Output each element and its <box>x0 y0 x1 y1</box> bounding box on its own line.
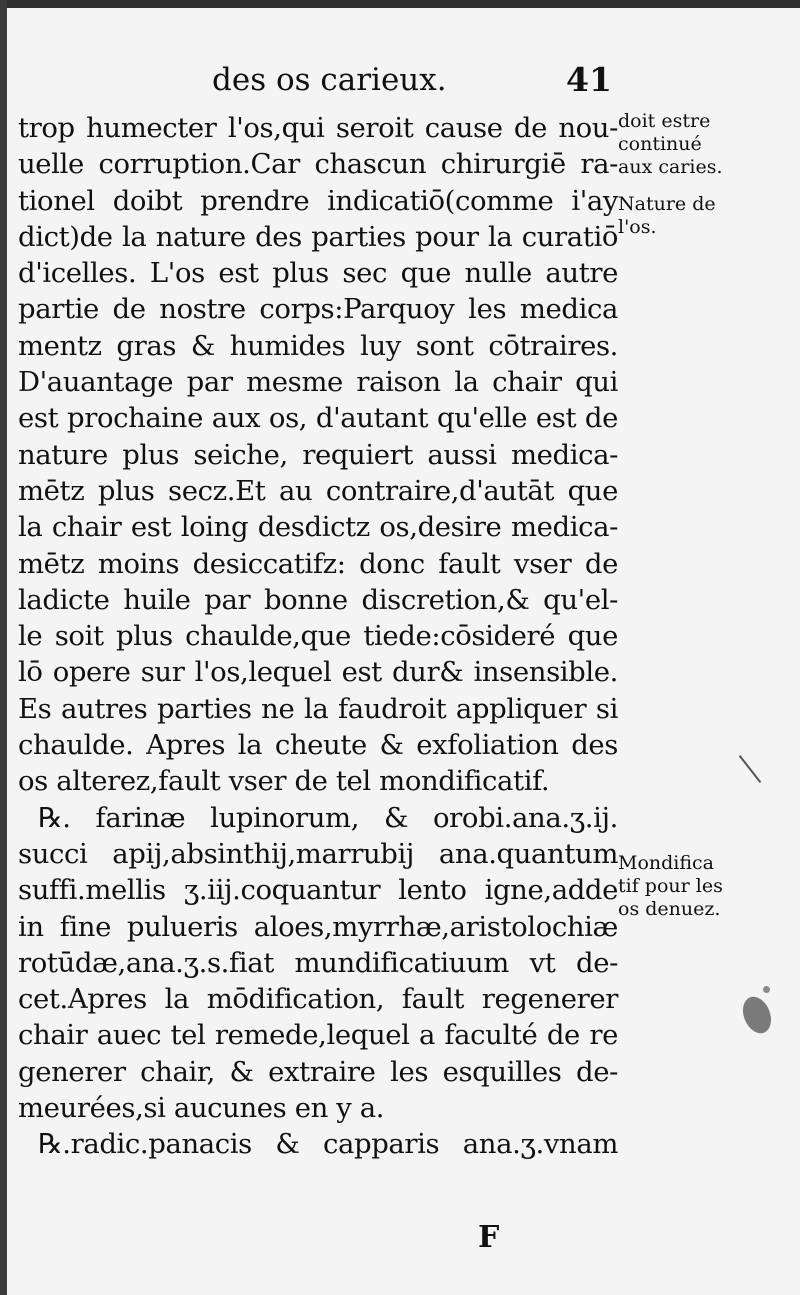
body-text <box>18 110 618 1163</box>
ink-stroke <box>739 755 762 783</box>
margin-note-line: l'os. <box>618 216 657 238</box>
text-line: lō opere sur l'os,lequel est dur& insensible. <box>18 656 618 689</box>
margin-note-line: Mondifica <box>618 852 715 874</box>
text-line: est prochaine aux os, d'autant qu'elle est de <box>18 402 618 435</box>
text-line: chair auec tel remede,lequel a faculté de re <box>18 1019 618 1052</box>
text-line: os alterez,fault vser de tel mondificatif. <box>18 765 550 798</box>
text-line: trop humecter l'os,qui seroit cause de nou- <box>18 112 618 144</box>
page-top-edge <box>0 0 800 8</box>
margin-note-line: continué <box>618 133 702 155</box>
text-line: mētz moins desiccatifz: donc fault vser de <box>18 547 618 580</box>
text-line: D'auantage par mesme raison la chair qui <box>18 366 618 399</box>
margin-note-line: tif pour les <box>618 875 723 897</box>
text-line: chaulde. Apres la cheute & exfoliation des <box>18 729 618 762</box>
margin-note-line: Nature de <box>618 193 716 215</box>
recipe-line: in fine pulueris aloes,myrrhæ,aristolochiæ <box>18 910 618 943</box>
text-line: partie de nostre corps:Parquoy les medica <box>18 293 618 326</box>
margin-note-line: doit estre <box>618 110 711 132</box>
page-number: 41 <box>566 60 612 99</box>
text-line: Es autres parties ne la faudroit appliquer si <box>18 692 618 725</box>
margin-note-line: os denuez. <box>618 898 721 920</box>
running-head <box>0 60 800 110</box>
recipe-line: ℞.radic.panacis & capparis ana.ʒ.vnam <box>38 1128 618 1161</box>
signature-mark: F <box>478 1220 500 1255</box>
text-line: cet.Apres la mōdification, fault regenerer <box>18 983 618 1016</box>
text-line: dict)de la nature des parties pour la curatiō <box>18 220 618 253</box>
recipe-line: ℞. farinæ lupinorum, & orobi.ana.ʒ.ij. <box>38 801 618 834</box>
text-line: meurées,si aucunes en y a. <box>18 1092 385 1125</box>
recipe-line: succi apij,absinthij,marrubij ana.quantum <box>18 837 618 870</box>
margin-note-line: aux caries. <box>618 156 723 178</box>
margin-note-mondificatif <box>618 852 798 921</box>
text-line: tionel doibt prendre indicatiō(comme i'ay <box>18 184 618 217</box>
text-line: uelle corruption.Car chascun chirurgiē ra- <box>18 148 618 181</box>
text-line: la chair est loing desdictz os,desire medica- <box>18 511 618 544</box>
ink-spot <box>763 986 770 993</box>
text-line: nature plus seiche, requiert aussi medica- <box>18 438 618 471</box>
running-head-title: des os carieux. <box>212 62 447 98</box>
recipe-line: suffi.mellis ʒ.iij.coquantur lento igne,adde <box>18 874 618 907</box>
text-line: generer chair, & extraire les esquilles de- <box>18 1055 618 1088</box>
text-line: d'icelles. L'os est plus sec que nulle autre <box>18 257 618 290</box>
text-line: mētz plus secz.Et au contraire,d'autāt que <box>18 474 618 507</box>
margin-note-nature <box>618 193 798 239</box>
margin-note-caries <box>618 110 798 179</box>
text-line: ladicte huile par bonne discretion,& qu'el- <box>18 583 618 616</box>
text-line: le soit plus chaulde,que tiede:cōsideré que <box>18 620 618 653</box>
ink-blot <box>738 993 776 1038</box>
text-line: mentz gras & humides luy sont cōtraires. <box>18 329 618 362</box>
page-binding-edge <box>0 0 7 1295</box>
recipe-line: rotūdæ,ana.ʒ.s.fiat mundificatiuum vt de- <box>18 946 618 979</box>
